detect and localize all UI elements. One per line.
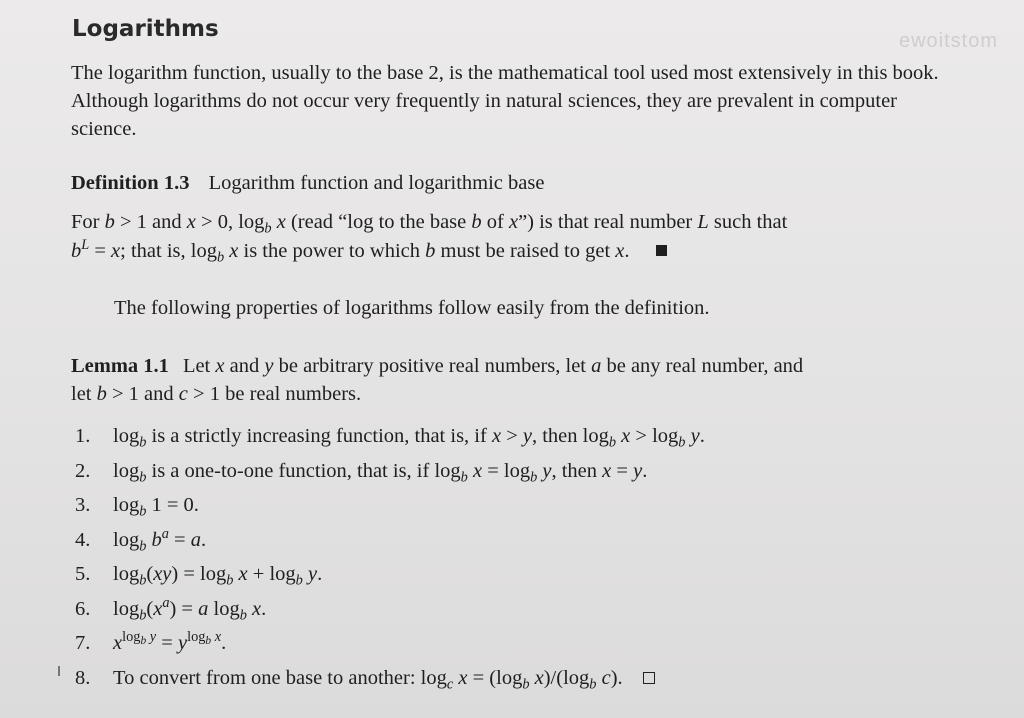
- transition-sentence: The following properties of logarithms follow easily from the definition.: [114, 297, 710, 319]
- lemma-label: Lemma 1.1: [71, 355, 169, 377]
- list-item: 3. $\log_b 1 = 0$.: [75, 494, 199, 520]
- background-bleed-text: ewoitstom: [898, 30, 998, 52]
- list-item: 4. $\log_b b^a = a$.: [75, 525, 207, 554]
- lemma-properties-list: [75, 425, 705, 701]
- end-of-proof-mark: [643, 672, 655, 684]
- lemma-line-1: Lemma 1.1 Let x and y be arbitrary positive real numbers, let a be any real number, and: [71, 355, 804, 377]
- lemma-line-2: let b > 1 and c > 1 be real numbers.: [71, 383, 362, 405]
- definition-line-2: $b^L = x$; that is, $\log_b x$ is the power to which b must be raised to get x.: [71, 240, 667, 263]
- intro-paragraph: The logarithm function, usually to the base 2, is the mathematical tool used most extensively in this book. Although logarithms do not occur very frequently in natural sciences, they are prevalent in computer science.: [71, 62, 939, 140]
- list-item: 1. $\log_b$ is a strictly increasing function, that is, if x > y, then $\log_b x > \log_b y$.: [75, 425, 705, 451]
- list-item: 2. $\log_b$ is a one-to-one function, that is, if $\log_b x = \log_b y$, then x = y.: [75, 459, 648, 485]
- list-item: 8. To convert from one base to another: $\log_c x = (\log_b$ $x)/(\log_b$ c).: [75, 667, 705, 702]
- margin-mark: [58, 666, 60, 676]
- list-item: 7. $x^{log_b y} = y^{log_b x}$.: [75, 629, 227, 654]
- definition-header: [71, 172, 544, 195]
- definition-title: Logarithm function and logarithmic base: [208, 172, 545, 194]
- section-heading: Logarithms: [72, 16, 219, 42]
- definition-label: Definition 1.3: [71, 172, 190, 194]
- end-of-definition-mark: [656, 245, 667, 256]
- list-item: 5. $\log_b(xy) = \log_b x + \log_b y$.: [75, 563, 323, 589]
- list-item: 6. $\log_b(x^a) = a$ $\log_b x$.: [75, 594, 267, 623]
- definition-line-1: For b > 1 and x > 0, $\log_b x$ (read “log to the base b of x”) is that real number L such that: [71, 211, 788, 237]
